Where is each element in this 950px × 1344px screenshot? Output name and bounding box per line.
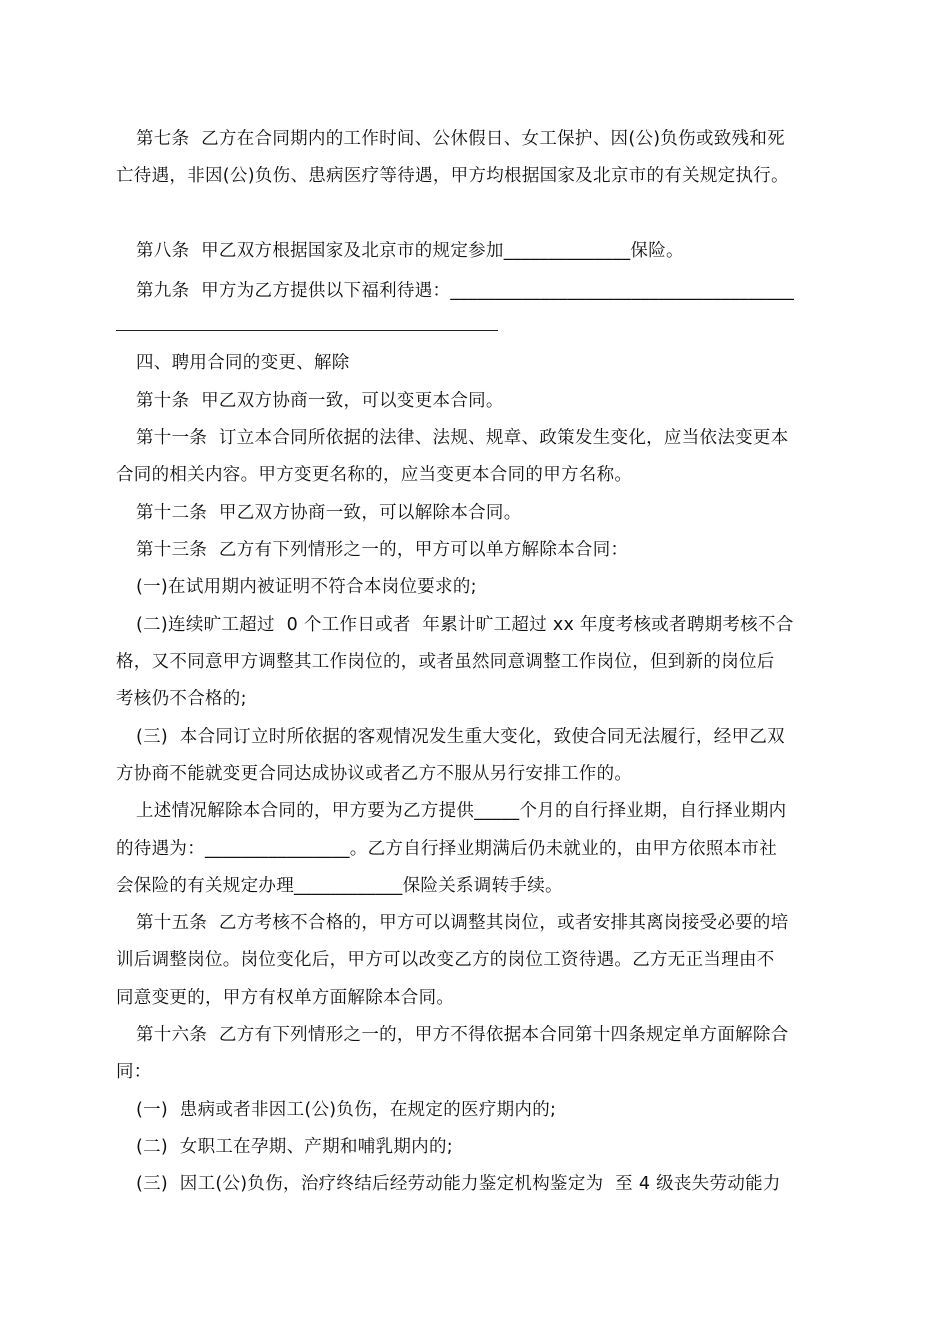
article-16-line-1: 第十六条 乙方有下列情形之一的，甲方不得依据本合同第十四条规定单方面解除合 bbox=[136, 1025, 789, 1045]
article-15-line-1: 第十五条 乙方考核不合格的，甲方可以调整其岗位，或者安排其离岗接受必要的培 bbox=[136, 913, 789, 933]
article-7-line-1: 第七条 乙方在合同期内的工作时间、公休假日、女工保护、因(公)负伤或致残和死 bbox=[136, 129, 785, 149]
article-12: 第十二条 甲乙双方协商一致，可以解除本合同。 bbox=[136, 503, 522, 523]
section-heading-4: 四、聘用合同的变更、解除 bbox=[136, 353, 350, 373]
termination-paragraph-line-3: 会保险的有关规定办理____________保险关系调转手续。 bbox=[116, 876, 563, 896]
article-13-item-2-line-2: 格，又不同意甲方调整其工作岗位的，或者虽然同意调整工作岗位，但到新的岗位后 bbox=[116, 652, 775, 672]
article-7-line-2: 亡待遇，非因(公)负伤、患病医疗等待遇，甲方均根据国家及北京市的有关规定执行。 bbox=[116, 166, 789, 186]
article-16-item-3: (三) 因工(公)负伤，治疗终结后经劳动能力鉴定机构鉴定为 至 4 级丧失劳动能力 bbox=[136, 1174, 781, 1194]
fill-in-blank-line bbox=[116, 330, 498, 331]
article-13: 第十三条 乙方有下列情形之一的，甲方可以单方解除本合同： bbox=[136, 540, 629, 560]
article-10: 第十条 甲乙双方协商一致，可以变更本合同。 bbox=[136, 391, 504, 411]
article-15-line-2: 训后调整岗位。岗位变化后，甲方可以改变乙方的岗位工资待遇。乙方无正当理由不 bbox=[116, 950, 775, 970]
article-16-line-2: 同： bbox=[116, 1062, 152, 1082]
article-13-item-1: (一)在试用期内被证明不符合本岗位要求的; bbox=[136, 577, 477, 597]
article-15-line-3: 同意变更的，甲方有权单方面解除本合同。 bbox=[116, 988, 455, 1008]
article-9: 第九条 甲方为乙方提供以下福利待遇：______________________________________ bbox=[136, 281, 795, 301]
article-8: 第八条 甲乙双方根据国家及北京市的规定参加______________保险。 bbox=[136, 241, 684, 261]
termination-paragraph-line-2: 的待遇为：________________。乙方自行择业期满后仍未就业的，由甲方依照本市社 bbox=[116, 839, 777, 859]
article-16-item-2: (二) 女职工在孕期、产期和哺乳期内的; bbox=[136, 1137, 453, 1157]
article-11-line-2: 合同的相关内容。甲方变更名称的，应当变更本合同的甲方名称。 bbox=[116, 465, 633, 485]
article-16-item-1: (一) 患病或者非因工(公)负伤，在规定的医疗期内的; bbox=[136, 1100, 557, 1120]
article-13-item-3-line-2: 方协商不能就变更合同达成协议或者乙方不服从另行安排工作的。 bbox=[116, 764, 633, 784]
article-11-line-1: 第十一条 订立本合同所依据的法律、法规、规章、政策发生变化，应当依法变更本 bbox=[136, 428, 789, 448]
termination-paragraph-line-1: 上述情况解除本合同的，甲方要为乙方提供_____个月的自行择业期，自行择业期内 bbox=[136, 801, 787, 821]
article-13-item-3-line-1: (三) 本合同订立时所依据的客观情况发生重大变化，致使合同无法履行，经甲乙双 bbox=[136, 727, 785, 747]
article-13-item-2-line-1: (二)连续旷工超过 0 个工作日或者 年累计旷工超过 xx 年度考核或者聘期考核不合 bbox=[136, 615, 794, 635]
article-13-item-2-line-3: 考核仍不合格的; bbox=[116, 689, 247, 709]
